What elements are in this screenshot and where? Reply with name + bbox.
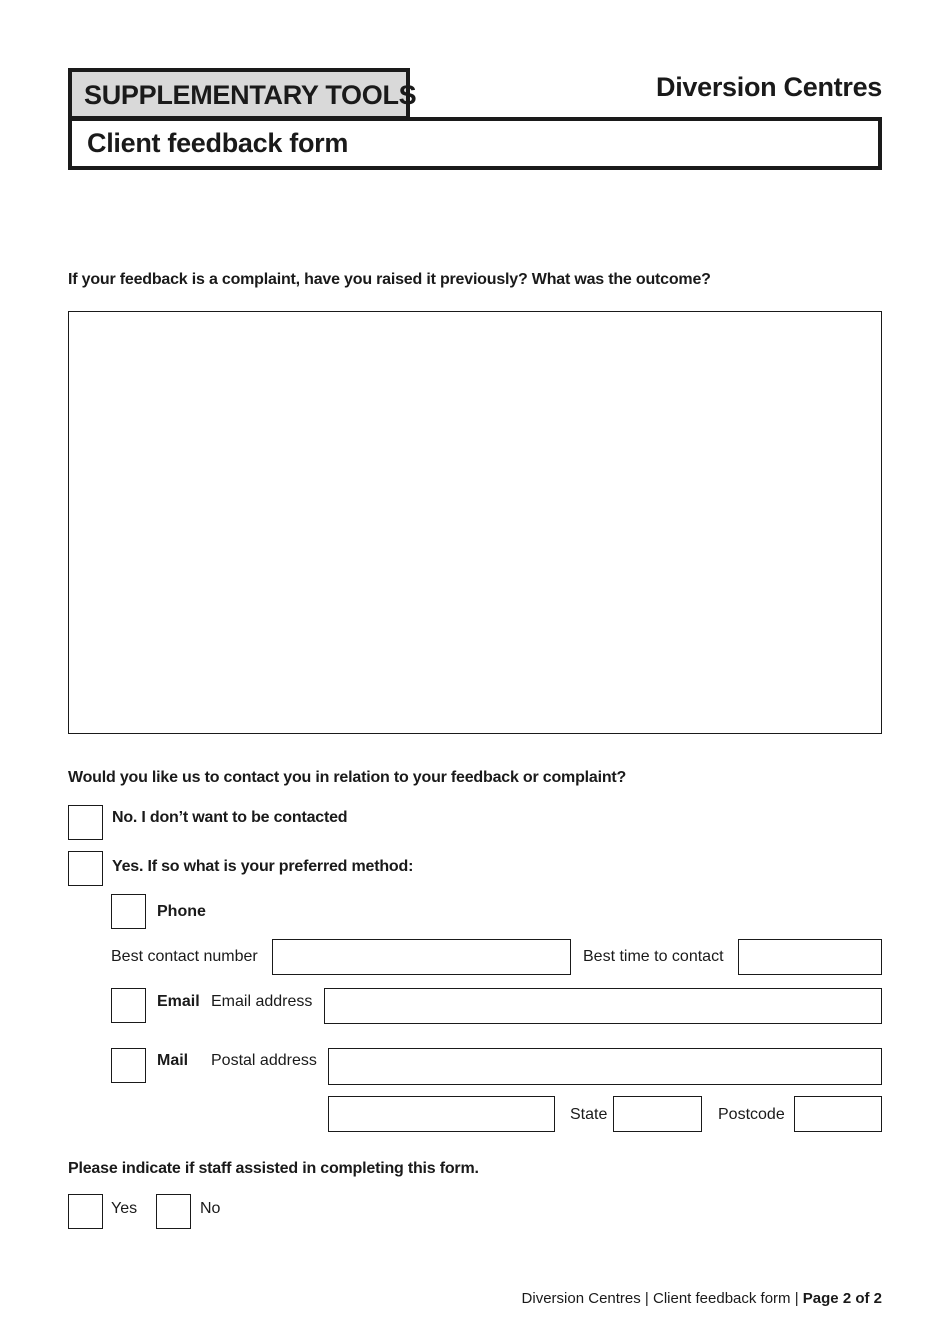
mail-label: Mail [157,1052,189,1069]
postal-address-field-line2[interactable] [328,1096,555,1132]
organization-name: Diversion Centres [656,72,882,102]
form-title-box [68,117,882,170]
contact-number-field[interactable] [272,939,571,975]
staff-no-label: No [200,1200,221,1217]
postal-address-label: Postal address [211,1052,317,1069]
contact-time-field[interactable] [738,939,882,975]
state-label: State [570,1106,608,1123]
no-contact-checkbox[interactable] [68,805,103,840]
email-label: Email [157,993,200,1010]
section-tag: SUPPLEMENTARY TOOLS [84,80,417,110]
form-title: Client feedback form [87,128,349,158]
email-address-field[interactable] [324,988,882,1024]
mail-checkbox[interactable] [111,1048,146,1083]
page-footer [522,1290,882,1307]
contact-question: Would you like us to contact you in relation to your feedback or complaint? [68,769,627,786]
staff-yes-checkbox[interactable] [68,1194,103,1229]
staff-yes-label: Yes [111,1200,138,1217]
email-checkbox[interactable] [111,988,146,1023]
contact-number-label: Best contact number [111,948,258,965]
footer-text: Diversion Centres | Client feedback form | [521,1290,803,1307]
staff-no-checkbox[interactable] [156,1194,191,1229]
staff-assist-question: Please indicate if staff assisted in completing this form. [68,1160,479,1177]
email-address-label: Email address [211,993,313,1010]
phone-label: Phone [157,903,206,920]
page-number: Page 2 of 2 [802,1290,882,1307]
complaint-question: If your feedback is a complaint, have you raised it previously? What was the outcome? [68,271,711,288]
no-contact-label: No. I don’t want to be contacted [112,809,348,826]
yes-contact-label: Yes. If so what is your preferred method: [112,858,414,875]
section-tag-box [68,68,417,120]
phone-checkbox[interactable] [111,894,146,929]
postal-address-field-line1[interactable] [328,1048,882,1085]
yes-contact-checkbox[interactable] [68,851,103,886]
state-field[interactable] [613,1096,702,1132]
postcode-field[interactable] [794,1096,882,1132]
complaint-outcome-textarea[interactable] [68,311,882,734]
postcode-label: Postcode [718,1106,785,1123]
contact-time-label: Best time to contact [583,948,724,965]
